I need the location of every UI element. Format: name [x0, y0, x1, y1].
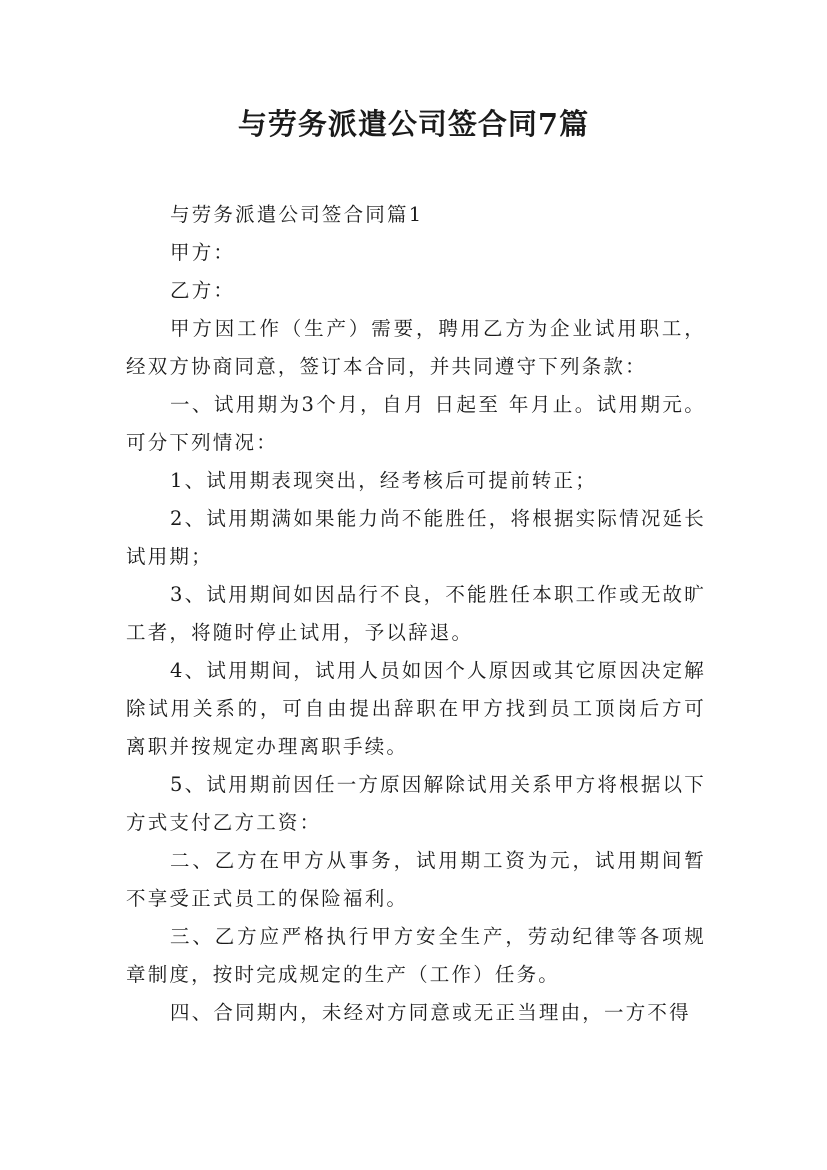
clause-1-item-3: 3、试用期间如因品行不良，不能胜任本职工作或无故旷工者，将随时停止试用，予以辞退。	[126, 583, 706, 644]
contract-preamble: 甲方因工作（生产）需要，聘用乙方为企业试用职工，经双方协商同意，签订本合同，并共同遵守下列条款：	[126, 317, 706, 378]
clause-4: 四、合同期内，未经对方同意或无正当理由，一方不得	[170, 1001, 691, 1024]
section-heading: 与劳务派遣公司签合同篇1	[170, 203, 424, 226]
party-b-line: 乙方：	[170, 279, 236, 302]
clause-1-item-4: 4、试用期间，试用人员如因个人原因或其它原因决定解除试用关系的，可自由提出辞职在甲方找到员工顶岗后方可离职并按规定办理离职手续。	[126, 659, 706, 758]
clause-1-item-5: 5、试用期前因任一方原因解除试用关系甲方将根据以下方式支付乙方工资：	[126, 773, 706, 834]
clause-3: 三、乙方应严格执行甲方安全生产，劳动纪律等各项规章制度，按时完成规定的生产（工作）任务。	[126, 925, 706, 986]
document-title: 与劳务派遣公司签合同7篇	[237, 107, 590, 141]
clause-1-item-1: 1、试用期表现突出，经考核后可提前转正；	[170, 469, 597, 492]
clause-1: 一、试用期为3个月，自月 日起至 年月止。试用期元。可分下列情况：	[126, 393, 706, 454]
document-body	[126, 196, 706, 1032]
clause-1-item-2: 2、试用期满如果能力尚不能胜任，将根据实际情况延长试用期；	[126, 507, 706, 568]
clause-2: 二、乙方在甲方从事务，试用期工资为元，试用期间暂不享受正式员工的保险福利。	[126, 849, 706, 910]
party-a-line: 甲方：	[170, 241, 236, 264]
